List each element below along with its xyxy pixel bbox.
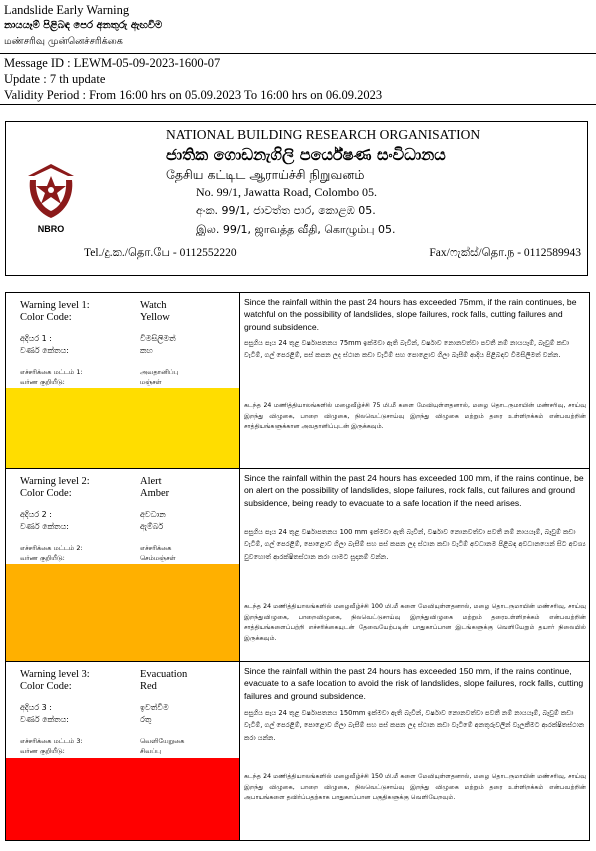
title-english: Landslide Early Warning [4,3,130,17]
level-value-sinhala: අවධාන [140,510,166,519]
message-id: Message ID : LEWM-05-09-2023-1600-07 [4,56,221,70]
color-code-value-tamil: செம்மஞ்சள் [140,554,176,562]
level-value: Watch [140,300,167,311]
level-label-sinhala: අදියර 2 : [20,510,52,519]
level-value-sinhala: විමසිලිමත් [140,334,176,343]
level-value-tamil: அவதானிப்பு [140,368,179,376]
color-code-label-sinhala: වර්ණ කේතය: [20,522,69,531]
level-label-tamil: எச்சரிக்கை மட்டம் 2: [20,544,83,552]
color-code-value-tamil: சிவப்பு [140,747,161,755]
warning-level-row [5,661,590,841]
nbro-logo [16,162,86,252]
color-code-value: Amber [140,488,170,499]
address-english: No. 99/1, Jawatta Road, Colombo 05. [196,185,377,199]
update-number: Update : 7 th update [4,72,106,86]
warning-header [4,2,592,50]
address-sinhala: අංක. 99/1, ජාවත්ත පාර, කොළඹ 05. [196,204,376,217]
color-code-label-tamil: வர்ண குறியீடு: [20,378,65,386]
level-description-cell [240,469,589,661]
color-swatch [6,388,239,468]
level-label: Warning level 1: [20,300,90,311]
color-swatch [6,758,239,840]
color-code-label: Color Code: [20,312,72,323]
description-english: Since the rainfall within the past 24 hours has exceeded 75mm, if the rain continues, be watchful on the possibility of landslides, slope failures, rock falls, cutting failures and ground subsidence. [244,297,577,332]
level-value: Evacuation [140,669,188,680]
color-code-label: Color Code: [20,681,72,692]
color-code-value-tamil: மஞ்சள் [140,378,162,386]
level-value: Alert [140,476,162,487]
level-info-cell [6,662,240,840]
nbro-emblem-icon [22,162,80,220]
level-info-cell [6,469,240,661]
org-name-tamil: தேசிய கட்டிட ஆராய்ச்சி நிறுவனம் [166,167,365,182]
color-code-value: Red [140,681,157,692]
level-value-tamil: எச்சரிக்கை [140,544,172,552]
warning-level-row [5,292,590,468]
color-code-label-sinhala: වර්ණ කේතය: [20,346,69,355]
description-sinhala: පසුගිය පැය 24 තුළ වර්ෂාපතනය 100 mm ඉක්මවා ඇති බැවින්, වර්ෂාව නොනවත්වා පවතී නම් නායයෑම්, බෑවුම් කඩා වැටීම්, ගල් පෙරළීම්, පොළොව ගිලා බැසීම් සහ පස් කපන ලද ස්ථාන කඩා වැටීම් අවධානම පිළිබඳ අවධානයෙන් සිට අවශ්‍ය වුවහොත් ආරක්ෂිතස්ථාන කරා යාමට සූදානම් වන්න. [244,528,586,561]
color-code-label-sinhala: වර්ණ කේතය: [20,715,69,724]
address-tamil: இல. 99/1, ஜாவத்த வீதி, கொழும்பு 05. [196,223,396,236]
color-code-label: Color Code: [20,488,72,499]
organisation-letterhead [5,121,588,276]
level-label-tamil: எச்சரிக்கை மட்டம் 3: [20,737,83,745]
description-english: Since the rainfall within the past 24 hours has exceeded 100 mm, if the rains continue, be on alert on the possibility of landslides, slope failures, rock falls, cut failures and ground subsidence, being ready to evacuate to a safe location if the need arises. [244,473,584,508]
description-tamil: கடந்த 24 மணித்தியாலங்களில் மழைவீழ்ச்சி 100 மி.மீ களை மேவியுள்ளதனால், மழை தொடருமாயின் மண்சரிவு, சாய்வு இறந்துவிழுகை, பாறைவிழுகை, நிலவெட்டுசாய்வு இறந்துவிழுகை மற்றும் தரைஉள்ளிறக்கம் என்பவற்றின் சாத்தியங்களைப்பற்றி எச்சரிக்கையுடன் தேவையேற்படின் பாதுகாப்பான இடங்களுக்கு வெளியேறும் தயார் நிலையில் இருக்கவும். [244,603,586,642]
message-meta [4,55,592,103]
warning-levels-table [5,292,590,841]
level-description-cell [240,662,589,840]
level-value-sinhala: ඉවත්වීම [140,703,169,712]
divider [0,53,596,54]
level-label: Warning level 3: [20,669,90,680]
description-tamil: கடந்த 24 மணித்தியாலங்களில் மழைவீழ்ச்சி 150 மி.மீ களை மேவியுள்ளதனால், மழை தொடருமாயின் மண்சரிவு, சாய்வு இறந்து விழுகை, பாறை விழுகை, நிலவெட்டுசாய்வு இறந்து விழுகை மற்றும் தரை உள்ளிறக்கம் என்பவற்றின் அபாயங்களை தவிர்ப்பதற்காக பாதுகாப்பான பகுதிகளுக்கு வெளியேறவும். [244,773,586,801]
telephone: Tel./දු.ක./தொ.பே - 0112552220 [84,247,237,259]
level-info-cell [6,293,240,468]
color-code-value-sinhala: කහ [140,346,153,355]
description-english: Since the rainfall within the past 24 hours has exceeded 150 mm, if the rains continue, evacuate to a safe location to avoid the risk of landslides, slope failures, rock falls, cutting failures and ground subsidence. [244,666,584,701]
description-tamil: கடந்த 24 மணித்தியாலங்களில் மழைவீழ்ச்சி 75 மி.மீ களை மேவியுள்ளதனால், மழை தொடருமாயின் மண்சரிவு, சாய்வு இறந்து விழுகை, பாறை விழுகை, நிலவெட்டுசாய்வு இறந்து விழுகை மற்றும் தரை உள்ளிறக்கம் என்பவற்றின் சாத்தியங்களுக்கான அவதானிப்புடன் இருக்கவும். [244,402,586,430]
level-label-tamil: எச்சரிக்கை மட்டம் 1: [20,368,83,376]
level-value-tamil: வெளியேறுகை [140,737,185,745]
logo-caption: NBRO [37,224,65,234]
level-description-cell [240,293,589,468]
warning-level-row [5,468,590,661]
color-code-label-tamil: வர்ண குறியீடு: [20,554,65,562]
level-label-sinhala: අදියර 3 : [20,703,52,712]
org-name-english: NATIONAL BUILDING RESEARCH ORGANISATION [166,127,481,142]
level-label: Warning level 2: [20,476,90,487]
color-code-value-sinhala: රතු [140,715,152,724]
color-swatch [6,564,239,661]
validity-period: Validity Period : From 16:00 hrs on 05.09.2023 To 16:00 hrs on 06.09.2023 [4,88,383,102]
color-code-value-sinhala: ඇම්බර් [140,522,164,531]
divider [0,104,596,105]
description-sinhala: පසුගිය පැය 24 තුළ වර්ෂාපතනය 150mm ඉක්මවා ඇති බැවින්, වර්ෂාව නොනවත්වා පවතී නම් නායයෑම්, බෑවුම් කඩා වැටීම්, ගල් පෙරළීම්, පොළොව ගිලා බැසීම් සහ පස් කපන ලද ස්ථාන කඩා වැටීමේ අනතුරුවලින් වැලකීමට ආරක්ෂිතස්ථාන කරා යන්න. [244,709,585,742]
title-sinhala: නායයෑම් පිළිබඳ පෙර අනතුරු ඇඟවීම [4,20,163,31]
description-sinhala: පසුගිය පැය 24 තුළ වර්ෂාපතනය 75mm ඉක්මවා ඇති බැවින්, වර්ෂාව නොනවත්වා පවතී නම් නායයෑම්, බෑවුම් කඩා වැටීම්, ගල් පෙරළීම්, පස් කපන ලද ස්ථාන කඩා වැටීම් සහ පොළොව ගිලා බැසීම් ආදිය පිළිබඳව විමසිලිමත් වන්න. [244,339,570,360]
org-name-sinhala: ජාතික ගොඩනැගිලි පර්යේෂණ සංවිධානය [166,145,446,164]
fax: Fax/ෆැක්ස්/தொ.ந - 0112589943 [429,247,581,259]
color-code-label-tamil: வர்ண குறியீடு: [20,747,65,755]
title-tamil: மண்சரிவு முன்னெச்சரிக்கை [4,36,123,47]
color-code-value: Yellow [140,312,170,323]
level-label-sinhala: අදියර 1 : [20,334,52,343]
